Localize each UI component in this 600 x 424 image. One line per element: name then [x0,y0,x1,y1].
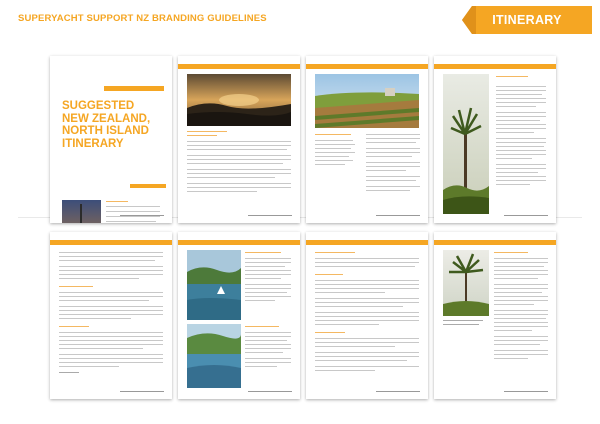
body-text [366,166,420,167]
body-text [494,266,544,267]
body-text [245,332,291,333]
page-header-bar [50,240,172,245]
body-text [245,278,281,279]
body-text [315,258,419,259]
body-text [315,262,419,263]
cover-button [130,184,166,188]
body-text [187,155,291,156]
body-text [494,300,548,301]
palm-tree-photo [443,250,489,316]
body-text [187,173,291,174]
body-text [494,310,548,311]
body-text [366,176,420,177]
body-text [187,159,291,160]
brochure-page-cover [50,56,172,223]
list-text [315,144,355,145]
section-heading [245,326,279,327]
body-text [59,278,139,279]
body-text [494,292,542,293]
body-text [496,164,546,165]
photo-caption [443,320,483,321]
body-text [315,370,375,371]
body-text [496,90,546,91]
body-text [366,186,420,187]
body-text [496,154,546,155]
body-text [494,278,538,279]
brochure-page-4 [434,56,556,223]
body-text [59,332,163,333]
body-text [245,288,291,289]
body-text [187,149,287,150]
body-text [245,284,291,285]
body-text [245,262,291,263]
body-text [496,112,546,113]
body-text [494,314,548,315]
page-header-bar [178,240,300,245]
section-heading [496,76,528,77]
body-text [496,116,546,117]
body-text [494,318,546,319]
body-text [496,158,532,159]
body-text [366,134,420,135]
body-text [494,262,548,263]
body-text [315,312,419,313]
coastline-photo [187,324,241,388]
body-text [496,146,544,147]
body-text [366,170,406,171]
body-text [496,180,546,181]
body-text [496,138,546,139]
body-text [245,266,285,267]
body-text [496,150,546,151]
section-subheading [187,135,217,136]
guideline-title: SUPERYACHT SUPPORT NZ BRANDING GUIDELINES [18,13,267,24]
body-text [315,342,419,343]
body-text [494,270,548,271]
body-text [59,340,163,341]
body-text [245,362,291,363]
city-photo [62,200,101,223]
body-text [315,306,403,307]
harbour-bay-photo [187,250,241,320]
body-text [496,142,546,143]
body-text [59,336,163,337]
body-text [245,300,275,301]
section-heading [187,131,227,132]
body-text [496,98,546,99]
section-heading [59,286,93,287]
body-text [494,326,548,327]
body-text [315,266,415,267]
body-text [59,372,79,373]
body-text [494,330,532,331]
body-text [494,354,548,355]
body-text [496,172,538,173]
body-text [496,184,530,185]
body-text [366,156,412,157]
body-text [494,288,548,289]
section-heading [315,332,345,333]
page-footer [376,215,420,216]
intro-text [106,206,160,207]
section-heading [245,252,281,253]
section-badge: ITINERARY [492,13,562,27]
brochure-page-2 [178,56,300,223]
body-text [496,168,546,169]
body-text [494,336,548,337]
body-text [494,304,534,305]
body-text [496,124,546,125]
body-text [59,292,163,293]
body-text [245,348,291,349]
body-text [496,86,546,87]
body-text [366,162,420,163]
vineyard-photo [315,74,419,128]
body-text [496,128,546,129]
body-text [59,270,163,271]
body-text [245,292,287,293]
body-text [366,148,420,149]
body-text [315,292,385,293]
body-text [315,338,419,339]
cabbage-tree-photo [443,74,489,214]
section-heading [315,252,355,253]
page-header-bar [178,64,300,69]
intro-text [106,221,156,222]
body-text [187,183,291,184]
body-text [315,320,419,321]
list-text [315,156,349,157]
body-text [59,348,143,349]
body-text [315,356,419,357]
body-text [366,152,420,153]
body-text [59,362,163,363]
page-footer [120,215,164,216]
body-text [187,187,291,188]
body-text [494,340,548,341]
page-footer [248,391,292,392]
list-text [315,160,353,161]
body-text [187,177,275,178]
body-text [59,344,163,345]
page-header-bar [306,64,428,69]
brochure-page-7 [306,232,428,399]
body-text [366,190,410,191]
body-text [315,352,419,353]
body-text [245,258,291,259]
body-text [187,145,291,146]
body-text [245,296,291,297]
body-text [494,322,548,323]
body-text [59,314,163,315]
body-text [187,191,257,192]
body-text [496,176,546,177]
body-text [59,274,163,275]
bay-sunset-photo [187,74,291,126]
body-text [245,352,283,353]
body-text [494,274,548,275]
body-text [245,270,291,271]
intro-text [106,216,160,217]
page-footer [120,391,164,392]
body-text [496,120,540,121]
body-text [59,266,163,267]
body-text [59,310,163,311]
body-text [494,296,548,297]
photo-caption [443,324,479,325]
list-text [315,164,345,165]
page-footer [376,391,420,392]
cover-title: SUGGESTED NEW ZEALAND, NORTH ISLAND ITINERARY [62,100,151,150]
section-heading [494,252,528,253]
body-text [494,258,548,259]
body-text [245,344,291,345]
body-text [59,300,149,301]
list-text [315,140,353,141]
page-header-bar [434,240,556,245]
body-text [187,163,283,164]
section-heading [315,274,343,275]
body-text [59,366,119,367]
body-text [496,106,536,107]
body-text [315,360,407,361]
body-text [245,336,291,337]
brochure-page-6 [178,232,300,399]
body-text [59,260,155,261]
section-heading [315,134,351,135]
body-text [59,306,163,307]
section-heading [59,326,89,327]
body-text [59,318,131,319]
page-footer [504,215,548,216]
list-text [315,148,351,149]
body-text [187,169,291,170]
body-text [245,340,287,341]
list-text [315,152,355,153]
body-text [59,252,163,253]
body-text [59,354,163,355]
body-text [494,284,548,285]
body-text [366,180,416,181]
body-text [315,288,419,289]
body-text [315,366,419,367]
brochure-page-8 [434,232,556,399]
body-text [187,141,291,142]
body-text [245,274,291,275]
page-footer [504,391,548,392]
body-text [315,324,379,325]
body-text [315,316,419,317]
body-text [245,366,277,367]
body-text [366,138,420,139]
brochure-page-3 [306,56,428,223]
body-text [494,350,548,351]
brochure-page-5 [50,232,172,399]
page-footer [248,215,292,216]
body-text [245,358,291,359]
body-text [366,142,416,143]
body-text [315,302,419,303]
page-header-bar [434,64,556,69]
body-text [496,132,534,133]
body-text [315,346,395,347]
page-header-bar [306,240,428,245]
body-text [496,102,546,103]
cover-tag-bar [104,86,164,91]
body-text [59,358,163,359]
body-text [496,94,542,95]
intro-text [106,211,160,212]
body-text [59,256,163,257]
body-text [315,280,419,281]
body-text [315,298,419,299]
intro-heading [106,201,128,202]
body-text [494,344,540,345]
body-text [59,296,163,297]
body-text [315,284,419,285]
body-text [494,358,528,359]
